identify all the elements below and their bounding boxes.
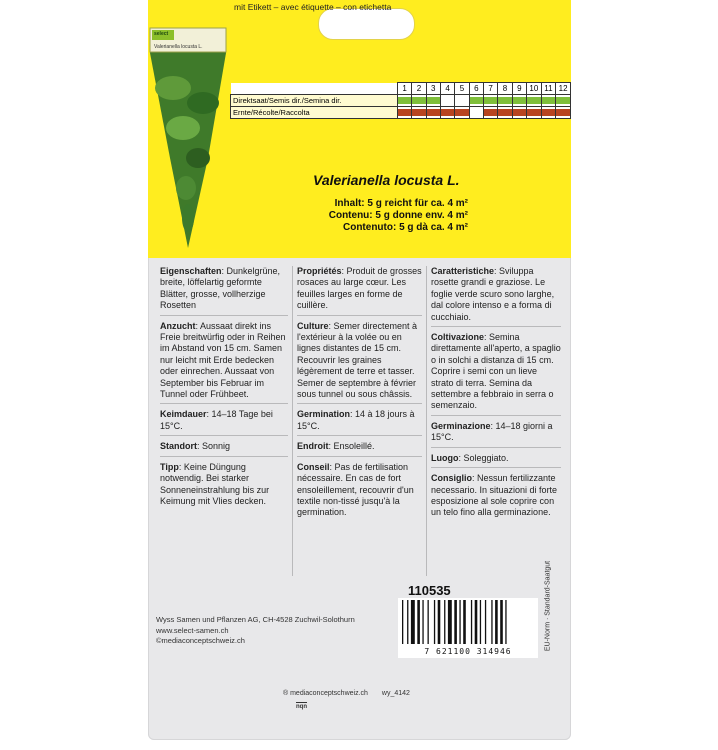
calendar-bar (411, 109, 426, 116)
block-text: : Sonnig (197, 441, 231, 452)
calendar-bar (469, 97, 484, 104)
footer-copyright: ® mediaconceptschweiz.ch (283, 690, 368, 697)
calendar-bar (541, 97, 557, 104)
block-text: : Sviluppa rosette grandi e graziose. Le foglie verde scuro sono larghe, dal colore intenso e a forma di cucchiaio. (431, 266, 555, 322)
text-block (160, 321, 288, 405)
seed-packet-back (148, 0, 571, 740)
barcode-bar (448, 600, 452, 644)
lambs-lettuce-photo (148, 18, 228, 258)
calendar-month-7: 7 (483, 83, 497, 95)
brand-logo: select (154, 31, 169, 37)
calendar-cell (527, 107, 542, 119)
barcode-bar (438, 600, 441, 644)
sowing-harvest-calendar (230, 82, 571, 119)
text-block (431, 266, 561, 327)
article-number: 110535 (408, 583, 451, 598)
block-heading: Anzucht (160, 320, 196, 331)
block-heading: Culture (297, 320, 329, 331)
small-logo: nqn (296, 704, 307, 710)
column-italian (431, 266, 561, 527)
calendar-month-5: 5 (455, 83, 469, 95)
barcode-bar (444, 600, 445, 644)
block-heading: Keimdauer (160, 409, 207, 420)
block-heading: Propriétés (297, 266, 342, 276)
calendar-cell (455, 95, 469, 107)
calendar-cell (440, 95, 454, 107)
calendar-cell (498, 95, 512, 107)
block-heading: Standort (160, 441, 197, 452)
address-line: www.select-samen.ch (156, 625, 229, 635)
barcode-bar (485, 600, 486, 644)
calendar-cell (527, 95, 542, 107)
calendar-cell (397, 95, 411, 107)
calendar-cell (426, 107, 440, 119)
calendar-bar (512, 97, 527, 104)
barcode-digits: 7 621100 314946 (424, 647, 512, 656)
eu-norm-label (538, 556, 558, 656)
block-heading: Consiglio (431, 473, 472, 484)
eu-norm-text: EU-Norm · Standard-Saatgut (544, 560, 552, 652)
footer-credits (283, 690, 410, 697)
column-french (297, 266, 422, 527)
barcode-bar (491, 600, 492, 644)
calendar-cell (397, 107, 411, 119)
block-text: : Semina direttamente all'aperto, a spaglio o in solchi a distanza di 15 cm. Coprire i semi con un lieve strato di terra. Semina da settembre a febbraio in serra o semenzaio. (431, 332, 561, 411)
calendar-cell (412, 107, 426, 119)
text-block (431, 332, 561, 416)
barcode-bar (402, 600, 403, 644)
column-german (160, 266, 288, 515)
text-block (297, 321, 422, 405)
barcode-bar (417, 600, 420, 644)
calendar-cell (512, 95, 526, 107)
calendar-month-11: 11 (541, 83, 556, 95)
calendar-month-8: 8 (498, 83, 512, 95)
barcode-bar (422, 600, 423, 644)
label-note: mit Etikett – avec étiquette – con etichetta (234, 2, 392, 12)
block-text: : 14–18 giorni a 15°C. (431, 420, 553, 443)
calendar-bar (483, 109, 498, 116)
block-text: : Semer directement à l'extérieur à la volée ou en lignes distantes de 15 cm. Recouvrir les graines légèrement de terre et tasser. Semer de septembre à février sous tunnel ou sous châssis. (297, 320, 418, 400)
footer-code: wy_4142 (381, 690, 410, 697)
calendar-cell (469, 95, 483, 107)
block-heading: Eigenschaften (160, 266, 222, 276)
calendar-bar (497, 109, 512, 116)
barcode (398, 598, 538, 658)
block-text: : 14 à 18 jours à 15°C. (297, 409, 415, 431)
calendar-corner (231, 83, 398, 95)
calendar-bar (454, 109, 469, 116)
text-block (431, 473, 561, 522)
company-address (156, 615, 355, 647)
calendar-bar (426, 109, 441, 116)
text-block (160, 441, 288, 456)
barcode-bar (454, 600, 457, 644)
text-block (297, 409, 422, 436)
calendar-bar (483, 97, 498, 104)
calendar-bar (526, 97, 542, 104)
text-block (431, 453, 561, 468)
column-divider (426, 266, 427, 576)
photo-caption: Valerianella locusta L. (154, 44, 203, 50)
barcode-bar (428, 600, 429, 644)
calendar-cell (426, 95, 440, 107)
calendar-cell (498, 107, 512, 119)
block-heading: Conseil (297, 461, 330, 472)
contents-it: Contenuto: 5 g dà ca. 4 m² (342, 222, 468, 233)
calendar-month-4: 4 (440, 83, 454, 95)
calendar-cell (512, 107, 526, 119)
contents-fr: Contenu: 5 g donne env. 4 m² (328, 210, 468, 221)
barcode-bar (505, 600, 506, 644)
barcode-bar (500, 600, 503, 644)
calendar-bar (440, 109, 455, 116)
calendar-cell (556, 95, 571, 107)
calendar-cell (483, 95, 497, 107)
text-block (431, 421, 561, 448)
block-heading: Coltivazione (431, 332, 485, 343)
barcode-bars (398, 600, 538, 646)
text-block (297, 266, 422, 316)
barcode-bar (480, 600, 481, 644)
block-heading: Luogo (431, 452, 459, 463)
calendar-month-10: 10 (527, 83, 542, 95)
block-text: : Keine Düngung notwendig. Bei starker Sonneneinstrahlung bis zur Keimung mit Vlies decken. (160, 461, 270, 506)
calendar-bar (555, 97, 571, 104)
calendar-cell (541, 95, 556, 107)
text-block (297, 441, 422, 456)
text-block (160, 266, 288, 316)
block-text: : Dunkelgrüne, breite, löffelartig geformte Blätter, grosse, vollherzige Rosetten (160, 266, 281, 311)
calendar-row-label: Ernte/Récolte/Raccolta (231, 107, 398, 119)
calendar-bar (426, 97, 441, 104)
calendar-cell (483, 107, 497, 119)
barcode-bar (463, 600, 466, 644)
block-text: : 14–18 Tage bei 15°C. (160, 409, 273, 431)
block-heading: Germination (297, 409, 351, 420)
calendar-month-1: 1 (397, 83, 411, 95)
block-text: : Produit de grosses rosaces au large cœur. Les feuilles larges en forme de cuillère. (297, 266, 422, 311)
address-line: Wyss Samen und Pflanzen AG, CH-4528 Zuchwil-Solothurn (156, 615, 355, 624)
calendar-month-2: 2 (412, 83, 426, 95)
calendar-cell (455, 107, 469, 119)
calendar-cell (440, 107, 454, 119)
calendar-cell (469, 107, 483, 119)
text-block (297, 462, 422, 522)
block-text: : Ensoleillé. (328, 441, 375, 452)
block-text: : Aussaat direkt ins Freie breitwürfig oder in Reihen im Abstand von 15 cm. Samen nur leicht mit Erde bedecken oder einrechen. Aussaat von September bis Februar im Tunnel oder Frühbeet. (160, 320, 286, 400)
calendar-cell (556, 107, 571, 119)
calendar-month-9: 9 (512, 83, 526, 95)
hang-hole (318, 8, 415, 40)
barcode-bar (471, 600, 472, 644)
text-block (160, 409, 288, 436)
block-text: : Soleggiato. (458, 452, 509, 463)
calendar-bar (555, 109, 571, 116)
species-title: Valerianella locusta L. (313, 172, 460, 188)
barcode-bar (495, 600, 498, 644)
calendar-month-12: 12 (556, 83, 571, 95)
barcode-bar (411, 600, 415, 644)
barcode-bar (407, 600, 408, 644)
block-heading: Endroit (297, 441, 329, 452)
block-heading: Germinazione (431, 420, 491, 431)
text-block (160, 462, 288, 511)
barcode-bar (475, 600, 478, 644)
calendar-month-6: 6 (469, 83, 483, 95)
calendar-bar (397, 97, 412, 104)
barcode-bar (434, 600, 435, 644)
contents-de: Inhalt: 5 g reicht für ca. 4 m² (334, 198, 468, 209)
block-heading: Caratteristiche (431, 266, 495, 276)
block-heading: Tipp (160, 461, 179, 472)
column-divider (292, 266, 293, 576)
calendar-cell (541, 107, 556, 119)
calendar-cell (412, 95, 426, 107)
calendar-bar (497, 97, 512, 104)
address-line: ©mediaconceptschweiz.ch (156, 636, 245, 645)
calendar-bar (541, 109, 557, 116)
block-text: : Nessun fertilizzante necessario. In situazioni di forte esposizione al sole coprire con un telo fino alla germinazione. (431, 473, 558, 518)
barcode-bar (459, 600, 460, 644)
calendar-bar (411, 97, 426, 104)
calendar-month-3: 3 (426, 83, 440, 95)
contents-block (318, 198, 468, 234)
calendar-bar (512, 109, 527, 116)
block-text: : Pas de fertilisation nécessaire. En cas de fort ensoleillement, recouvrir d'un textile non-tissé jusqu'à la germination. (297, 461, 414, 518)
calendar-bar (397, 109, 412, 116)
calendar-row-label: Direktsaat/Semis dir./Semina dir. (231, 95, 398, 107)
calendar-bar (526, 109, 542, 116)
